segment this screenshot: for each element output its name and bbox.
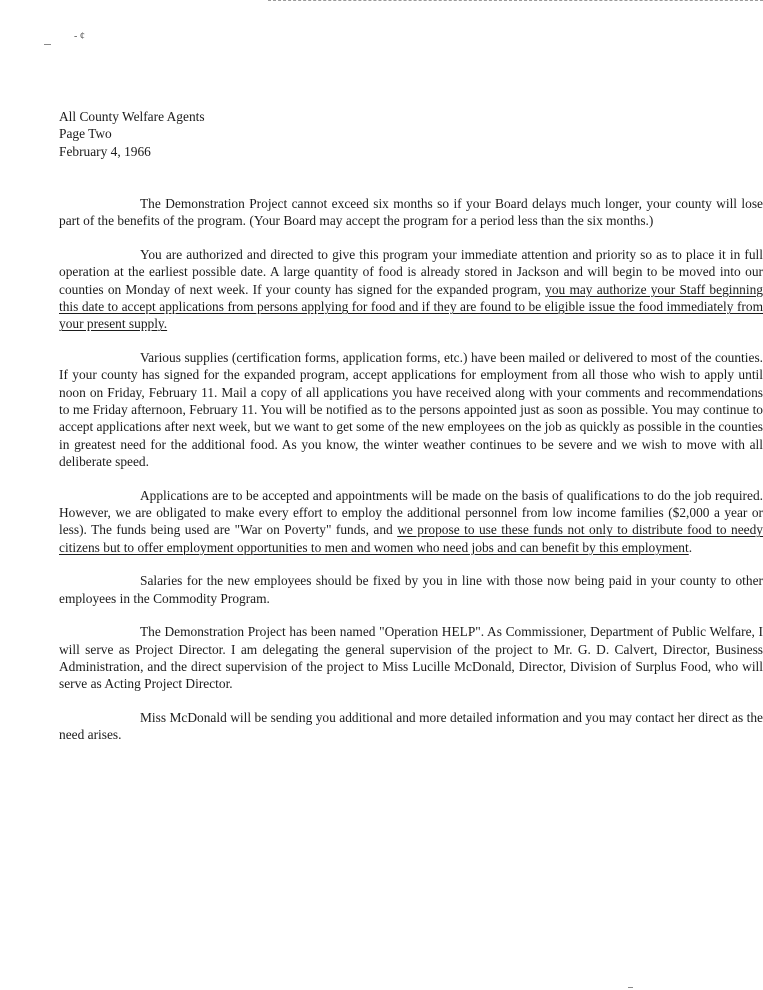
paragraph-closing [59, 709, 763, 744]
paragraph-authorization [59, 246, 763, 332]
paragraph-applications [59, 487, 763, 556]
paragraph-operation-help [59, 623, 763, 692]
letter-date: February 4, 1966 [59, 143, 151, 159]
stray-bottom-mark [628, 987, 633, 988]
stray-marks: - ¢ [74, 31, 85, 42]
paragraph-text: The Demonstration Project has been named "Operation HELP". As Commissioner, Department of Public Welfare, I will serve as Project Director. I am delegating the general supervision of the project to Mr. G. D. Calvert, Director, Business Administration, and the direct supervision of the project to Miss Lucille McDonald, Director, Division of Surplus Food, who will serve as Acting Project Director. [59, 624, 763, 692]
underlined-passage: you may authorize your Staff beginning this date to accept applications from persons applying for food and if they are found to be eligible issue the food immediately from your present supply. [59, 281, 763, 332]
letter-header [59, 108, 205, 160]
paragraph-text: The Demonstration Project cannot exceed six months so if your Board delays much longer, your county will lose part of the benefits of the program. (Your Board may accept the program for a period less than the six months.) [59, 196, 763, 229]
paragraph-project-duration [59, 195, 763, 230]
underlined-passage: we propose to use these funds not only to distribute food to needy citizens but to offer employment opportunities to men and women who need jobs and can benefit by this employment [59, 522, 763, 555]
paragraph-text: Applications are to be accepted and appointments will be made on the basis of qualifications to do the job required. However, we are obligated to make every effort to employ the additional personnel from low income families ($2,000 a year or less). The funds being used are "War on Poverty" funds, and [59, 487, 763, 538]
paragraph-text: You are authorized and directed to give this program your immediate attention and priority so as to place it in full operation at the earliest possible date. A large quantity of food is already stored in Jackson and will begin to be moved into our counties on Monday of next week. If your county has signed for the expanded program, [59, 247, 763, 297]
paragraph-text: Salaries for the new employees should be fixed by you in line with those now being paid in your county to other employees in the Commodity Program. [59, 573, 763, 606]
letter-body [59, 195, 763, 744]
stray-dash-mark [44, 44, 51, 45]
top-edge-dotted-line [268, 0, 763, 1]
recipient-line: All County Welfare Agents [59, 109, 205, 124]
paragraph-supplies [59, 349, 763, 470]
paragraph-text-end: . [688, 539, 693, 555]
paragraph-text: Various supplies (certification forms, application forms, etc.) have been mailed or delivered to most of the counties. If your county has signed for the expanded program, accept applications for employment from all those who wish to apply until noon on Friday, February 11. Mail a copy of all applications you have received along with your comments and recommendations to me Friday afternoon, February 11. You will be notified as to the persons appointed just as soon as possible. You may continue to accept applications after next week, but we want to get some of the new employees on the job as quickly as possible in the counties in greatest need for the additional food. As you know, the winter weather continues to be severe and we wish to move with all deliberate speed. [59, 350, 763, 469]
paragraph-salaries [59, 572, 763, 607]
page-label: Page Two [59, 126, 112, 142]
paragraph-text: Miss McDonald will be sending you additional and more detailed information and you may contact her direct as the need arises. [59, 710, 763, 743]
